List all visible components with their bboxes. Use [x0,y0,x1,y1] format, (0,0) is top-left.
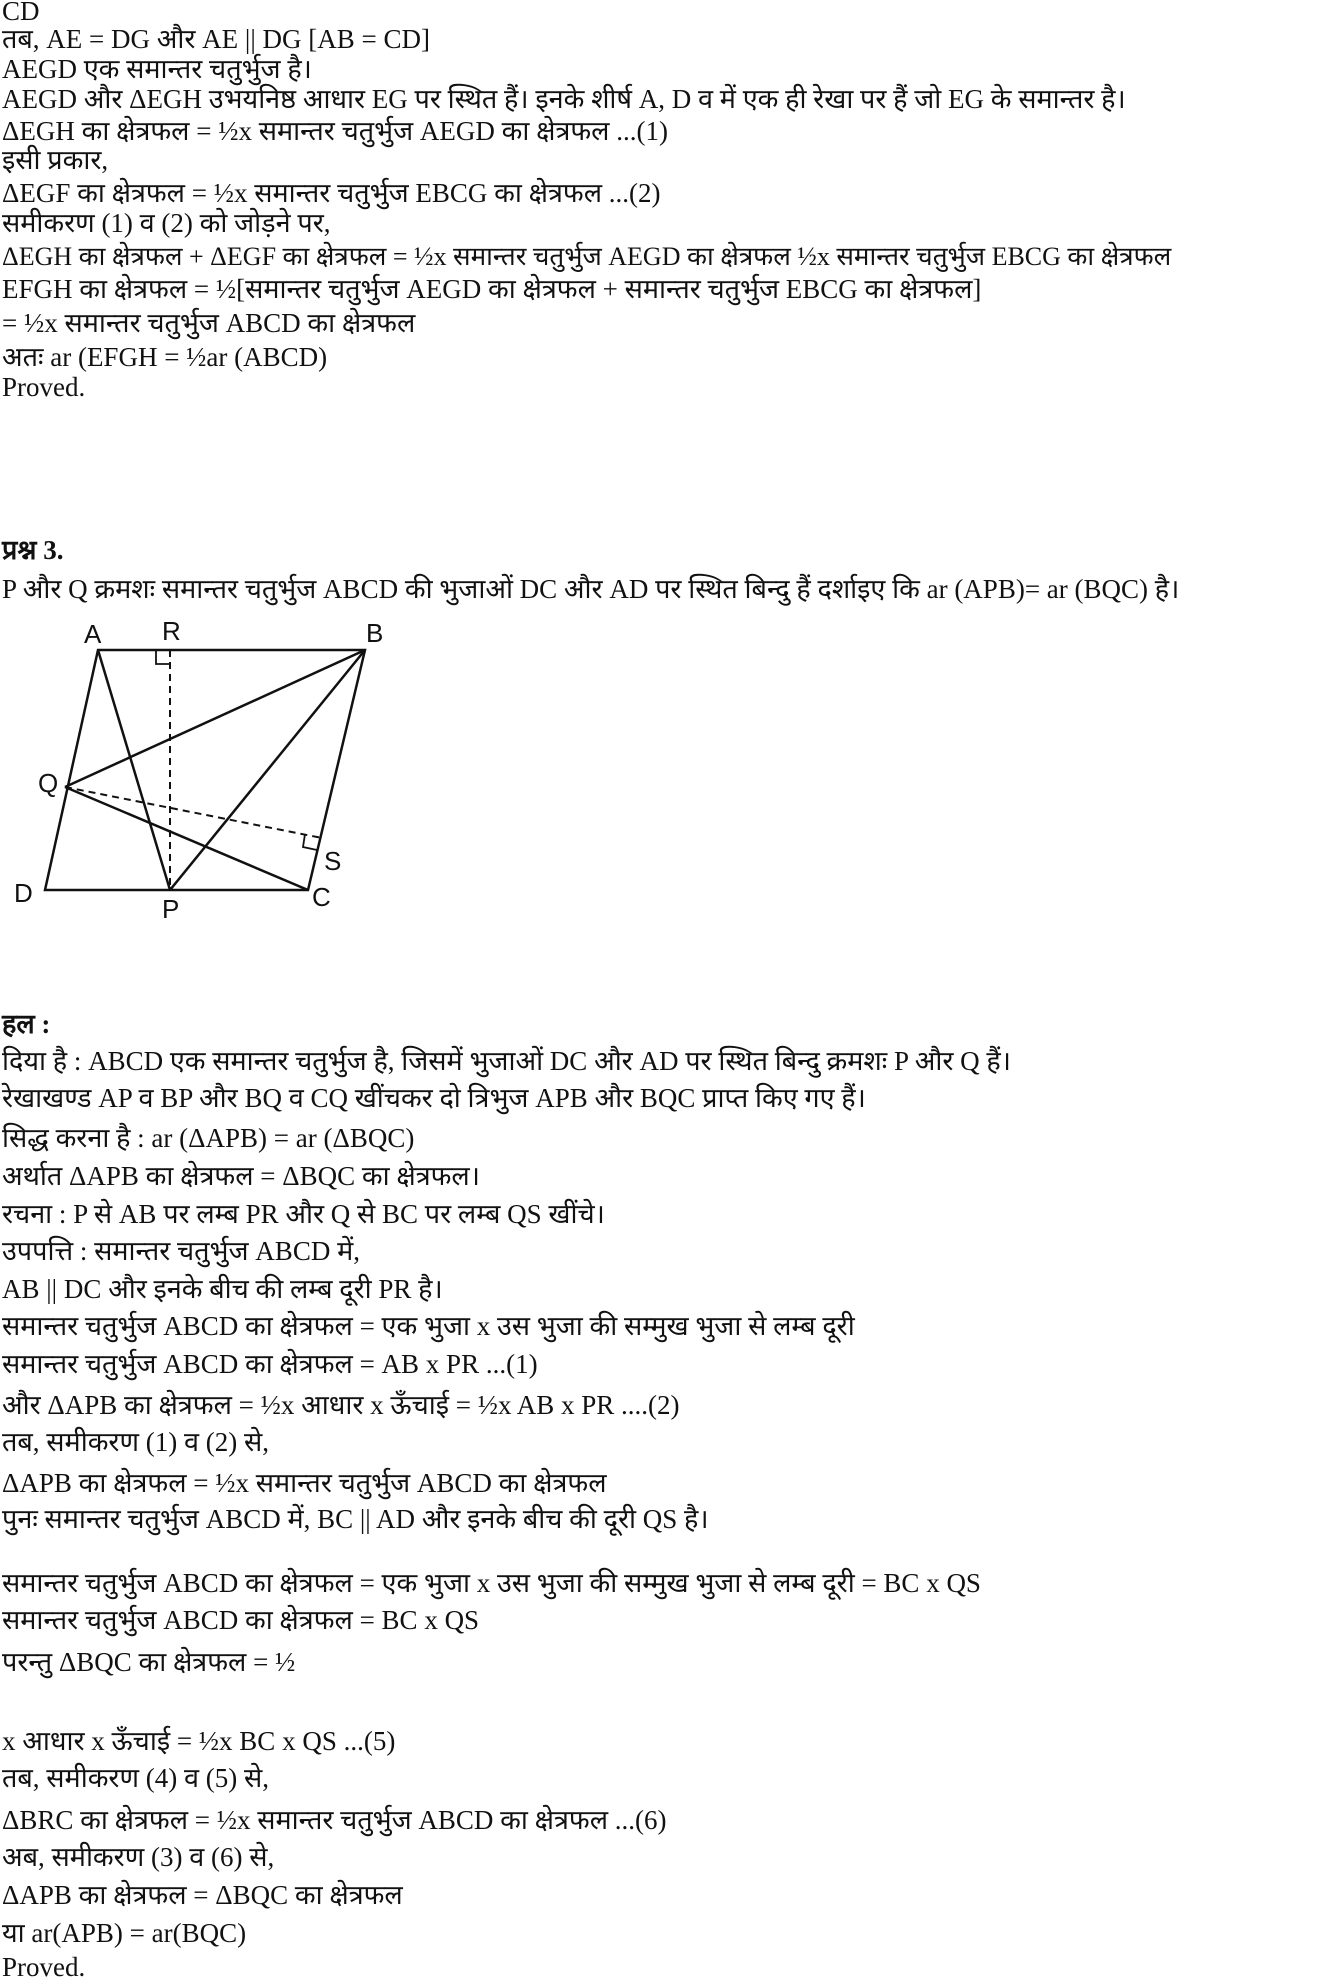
text-line: समान्तर चतुर्भुज ABCD का क्षेत्रफल = एक भुजा x उस भुजा की सम्मुख भुजा से लम्ब दूरी [2,1311,855,1341]
text-line: ΔBRC का क्षेत्रफल = ½x समान्तर चतुर्भुज ABCD का क्षेत्रफल ...(6) [2,1805,667,1835]
text-line: रचना : P से AB पर लम्ब PR और Q से BC पर लम्ब QS खींचे। [2,1199,605,1229]
text-line: समान्तर चतुर्भुज ABCD का क्षेत्रफल = एक भुजा x उस भुजा की सम्मुख भुजा से लम्ब दूरी = BC x QS [2,1568,981,1598]
text-line: Proved. [2,1952,86,1982]
text-line: AEGD और ΔEGH उभयनिष्ठ आधार EG पर स्थित हैं। इनके शीर्ष A, D व में एक ही रेखा पर हैं जो EG के समान्तर है। [2,84,1126,114]
text-line: अतः ar (EFGH = ½ar (ABCD) [2,342,328,372]
text-line: AEGD एक समान्तर चतुर्भुज है। [2,54,312,84]
text-line: और ΔAPB का क्षेत्रफल = ½x आधार x ऊँचाई = ½x AB x PR ....(2) [2,1390,680,1420]
text-line: परन्तु ΔBQC का क्षेत्रफल = ½ [2,1647,296,1677]
text-line: ΔEGH का क्षेत्रफल = ½x समान्तर चतुर्भुज AEGD का क्षेत्रफल ...(1) [2,116,668,146]
text-line: EFGH का क्षेत्रफल = ½[समान्तर चतुर्भुज AEGD का क्षेत्रफल + समान्तर चतुर्भुज EBCG का क्षेत्रफल] [2,274,982,304]
text-line: दिया है : ABCD एक समान्तर चतुर्भुज है, जिसमें भुजाओं DC और AD पर स्थित बिन्दु क्रमशः P और Q हैं। [2,1046,1011,1076]
question-heading: प्रश्न 3. [2,535,64,565]
right-angle-r [156,650,170,664]
label-q: Q [38,768,59,798]
text-line: समीकरण (1) व (2) को जोड़ने पर, [2,208,331,238]
parallelogram-figure [0,610,420,930]
label-s: S [324,846,342,876]
text-line: ΔAPB का क्षेत्रफल = ΔBQC का क्षेत्रफल [2,1880,403,1910]
segment-bq [65,650,365,787]
text-line: तब, AE = DG और AE || DG [AB = CD] [2,24,430,54]
segment-ap [98,650,170,890]
text-line: तब, समीकरण (4) व (5) से, [2,1763,269,1793]
text-line: रेखाखण्ड AP व BP और BQ व CQ खींचकर दो त्रिभुज APB और BQC प्राप्त किए गए हैं। [2,1083,866,1113]
text-line: = ½x समान्तर चतुर्भुज ABCD का क्षेत्रफल [2,308,416,338]
label-a: A [84,619,102,649]
text-line: AB || DC और इनके बीच की लम्ब दूरी PR है। [2,1274,443,1304]
label-p: P [162,894,180,924]
parallelogram-abcd [45,650,365,890]
text-line: ΔAPB का क्षेत्रफल = ½x समान्तर चतुर्भुज ABCD का क्षेत्रफल [2,1468,607,1498]
label-b: B [366,618,384,648]
text-line: ΔEGF का क्षेत्रफल = ½x समान्तर चतुर्भुज EBCG का क्षेत्रफल ...(2) [2,178,661,208]
label-c: C [312,882,331,912]
text-line: ΔEGH का क्षेत्रफल + ΔEGF का क्षेत्रफल = ½x समान्तर चतुर्भुज AEGD का क्षेत्रफल ½x समान्तर चतुर्भुज EBCG का क्षेत्रफल [2,242,1172,271]
question-text: P और Q क्रमशः समान्तर चतुर्भुज ABCD की भुजाओं DC और AD पर स्थित बिन्दु हैं दर्शाइए कि ar (APB)= ar (BQC) है। [2,574,1180,604]
text-line: समान्तर चतुर्भुज ABCD का क्षेत्रफल = AB x PR ...(1) [2,1349,538,1379]
text-line: Proved. [2,372,86,402]
label-d: D [14,878,33,908]
segment-cq [65,787,308,890]
text-line: सिद्ध करना है : ar (ΔAPB) = ar (ΔBQC) [2,1123,415,1153]
text-line: x आधार x ऊँचाई = ½x BC x QS ...(5) [2,1726,396,1756]
label-r: R [162,616,181,646]
text-line: तब, समीकरण (1) व (2) से, [2,1427,269,1457]
text-line: या ar(APB) = ar(BQC) [2,1918,247,1948]
text-line: उपपत्ति : समान्तर चतुर्भुज ABCD में, [2,1236,360,1266]
text-line: इसी प्रकार, [2,145,109,175]
text-line: अर्थात ΔAPB का क्षेत्रफल = ΔBQC का क्षेत्रफल। [2,1161,480,1191]
text-line: CD [2,0,40,26]
perpendicular-qs [65,787,322,838]
text-line: अब, समीकरण (3) व (6) से, [2,1842,275,1872]
solution-heading: हल : [2,1009,51,1039]
text-line: पुनः समान्तर चतुर्भुज ABCD में, BC || AD और इनके बीच की दूरी QS है। [2,1504,709,1534]
text-line: समान्तर चतुर्भुज ABCD का क्षेत्रफल = BC x QS [2,1605,480,1635]
